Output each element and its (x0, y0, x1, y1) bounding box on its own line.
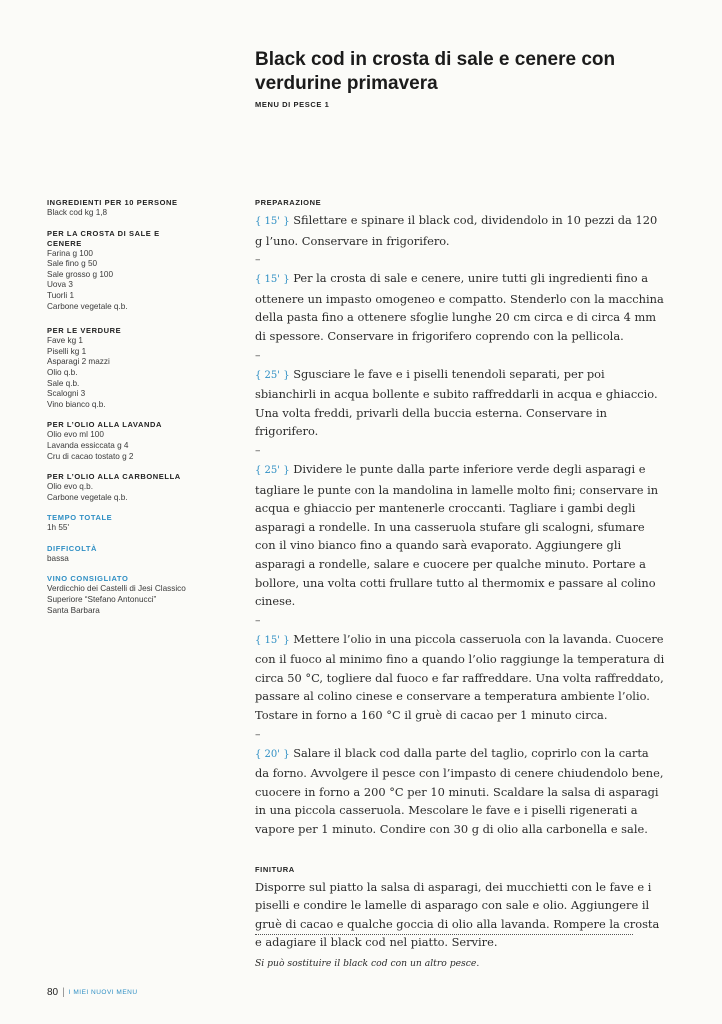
menu-label: MENU DI PESCE 1 (255, 100, 330, 109)
step-divider: – (255, 727, 261, 741)
section-title: VINO CONSIGLIATO (47, 574, 129, 584)
step-1 (255, 211, 665, 250)
section-title: PER LA CROSTA DI SALE E CENERE (47, 228, 160, 248)
title-block (255, 48, 695, 109)
difficulty-value: bassa (47, 553, 69, 563)
step-text: Salare il black cod dalla parte del taglio, coprirlo con la carta da forno. Avvolgere il pesce con l’impasto di cenere chiudendolo bene, cuocere in forno a 200 °C per 10 minuti. Scaldare la salsa di asparagi in una piccola casseruola. Mescolare le fave e i piselli rigenerati a vapore per 1 minuto. Condire con 30 g di olio alla carbonella e sale. (255, 745, 664, 837)
ingredient-item: Sale q.b. (47, 378, 80, 388)
wine-item: Santa Barbara (47, 605, 100, 615)
preparation-column (255, 198, 665, 952)
step-4 (255, 460, 665, 611)
step-time: { 15' } (255, 634, 290, 646)
page-number: 80 (47, 987, 59, 998)
section-olio-lavanda (47, 420, 237, 462)
step-divider: – (255, 253, 261, 267)
ingredient-item: Carbone vegetale q.b. (47, 492, 128, 502)
section-verdure (47, 326, 237, 410)
recipe-title: Black cod in crosta di sale e cenere con verdurine primavera (255, 49, 616, 94)
finitura-text: Disporre sul piatto la salsa di asparagi, dei mucchietti con le fave e i piselli e condire le lamelle di asparago con sale e olio. Aggiungere il gruè di cacao e qualche goccia di olio alla lavanda. Rompere la crosta e adagiare il black cod nel piatto. Servire. (255, 879, 660, 950)
step-5 (255, 630, 665, 725)
section-crosta (47, 229, 237, 313)
step-time: { 15' } (255, 274, 290, 286)
section-title: PER LE VERDURE (47, 326, 122, 336)
step-text: Mettere l’olio in una piccola casseruola con la lavanda. Cuocere con il fuoco al minimo fino a quando l’olio raggiunge la temperatura di circa 50 °C, togliere dal fuoco e far raffreddare. Una volta raffreddato, passare al colino cinese e conservare a temperatura ambiente l’olio. Tostare in forno a 160 °C il gruè di cacao per 1 minuto circa. (255, 631, 665, 723)
ingredient-item: Olio evo ml 100 (47, 430, 104, 440)
finitura-title: FINITURA (255, 864, 295, 874)
step-3 (255, 365, 665, 441)
ingredient-item: Sale fino g 50 (47, 259, 98, 269)
section-vino (47, 574, 237, 616)
ingredient-item: Tuorli 1 (47, 290, 74, 300)
ingredient-item: Farina g 100 (47, 248, 93, 258)
wine-item: Superiore “Stefano Antonucci” (47, 595, 157, 605)
section-title: INGREDIENTI PER 10 PERSONE (47, 198, 178, 207)
step-time: { 25' } (255, 369, 290, 381)
preparazione-title: PREPARAZIONE (255, 198, 322, 207)
section-title: DIFFICOLTÀ (47, 543, 98, 553)
ingredients-sidebar (47, 198, 237, 626)
section-tempo-totale (47, 513, 237, 534)
substitution-note: Si può sostituire il black cod con un altro pesce. (255, 958, 480, 969)
step-text: Dividere le punte dalla parte inferiore verde degli asparagi e tagliare le punte con la mandolina in lamelle molto fini; conservare in acqua e ghiaccio per mantenerle croccanti. Tagliare i gambi degli asparagi a rondelle. In una casseruola stufare gli scalogni, sfumare con il vino bianco fino a quando sarà evaporato. Aggiungere gli asparagi a rondelle, salare e cuocere per qualche minuto. Portare a bollore, una volta cotti frullare tutto al thermomix e passare al colino cinese. (255, 461, 659, 609)
total-time-value: 1h 55' (47, 523, 70, 533)
ingredient-item: Scalogni 3 (47, 389, 86, 399)
section-title: PER L’OLIO ALLA CARBONELLA (47, 472, 181, 482)
section-ingredienti (47, 198, 237, 219)
step-divider: – (255, 443, 261, 457)
ingredient-item: Fave kg 1 (47, 336, 83, 346)
step-divider: – (255, 613, 261, 627)
section-difficolta (47, 544, 237, 565)
ingredient-item: Carbone vegetale q.b. (47, 301, 128, 311)
step-time: { 20' } (255, 748, 290, 760)
section-olio-carbonella (47, 472, 237, 503)
step-text: Sgusciare le fave e i piselli tenendoli separati, per poi sbianchirli in acqua bollente e subito raffreddarli in acqua e ghiaccio. Una volta freddi, privarli della buccia esterna. Conservare in frigorifero. (255, 366, 658, 439)
ingredient-item: Vino bianco q.b. (47, 399, 106, 409)
page-footer (47, 982, 138, 1000)
ingredient-item: Cru di cacao tostato g 2 (47, 451, 134, 461)
dotted-divider (255, 934, 633, 935)
book-section-label: I MIEI NUOVI MENU (68, 989, 138, 996)
footer-separator: | (62, 987, 65, 998)
step-divider: – (255, 348, 261, 362)
ingredient-item: Asparagi 2 mazzi (47, 357, 110, 367)
step-6 (255, 744, 665, 839)
ingredient-item: Black cod kg 1,8 (47, 208, 108, 217)
ingredient-item: Sale grosso g 100 (47, 269, 113, 279)
ingredient-item: Uova 3 (47, 280, 73, 290)
section-title: TEMPO TOTALE (47, 513, 113, 523)
ingredient-item: Piselli kg 1 (47, 346, 87, 356)
ingredient-item: Lavanda essiccata g 4 (47, 440, 129, 450)
step-2 (255, 269, 665, 345)
section-title: PER L’OLIO ALLA LAVANDA (47, 420, 163, 430)
step-time: { 15' } (255, 216, 290, 227)
step-text: Per la crosta di sale e cenere, unire tutti gli ingredienti fino a ottenere un impasto omogeneo e compatto. Stenderlo con la macchina della pasta fino a ottenere sfoglie lunghe 20 cm circa e di circa 4 mm di spessore. Conservare in frigorifero coprendo con la pellicola. (255, 271, 664, 343)
step-text: Sfilettare e spinare il black cod, dividendolo in 10 pezzi da 120 g l’uno. Conservare in frigorifero. (255, 213, 658, 248)
step-time: { 25' } (255, 464, 290, 476)
ingredient-item: Olio q.b. (47, 367, 78, 377)
ingredient-item: Olio evo q.b. (47, 482, 93, 492)
wine-item: Verdicchio dei Castelli di Jesi Classico (47, 584, 186, 594)
